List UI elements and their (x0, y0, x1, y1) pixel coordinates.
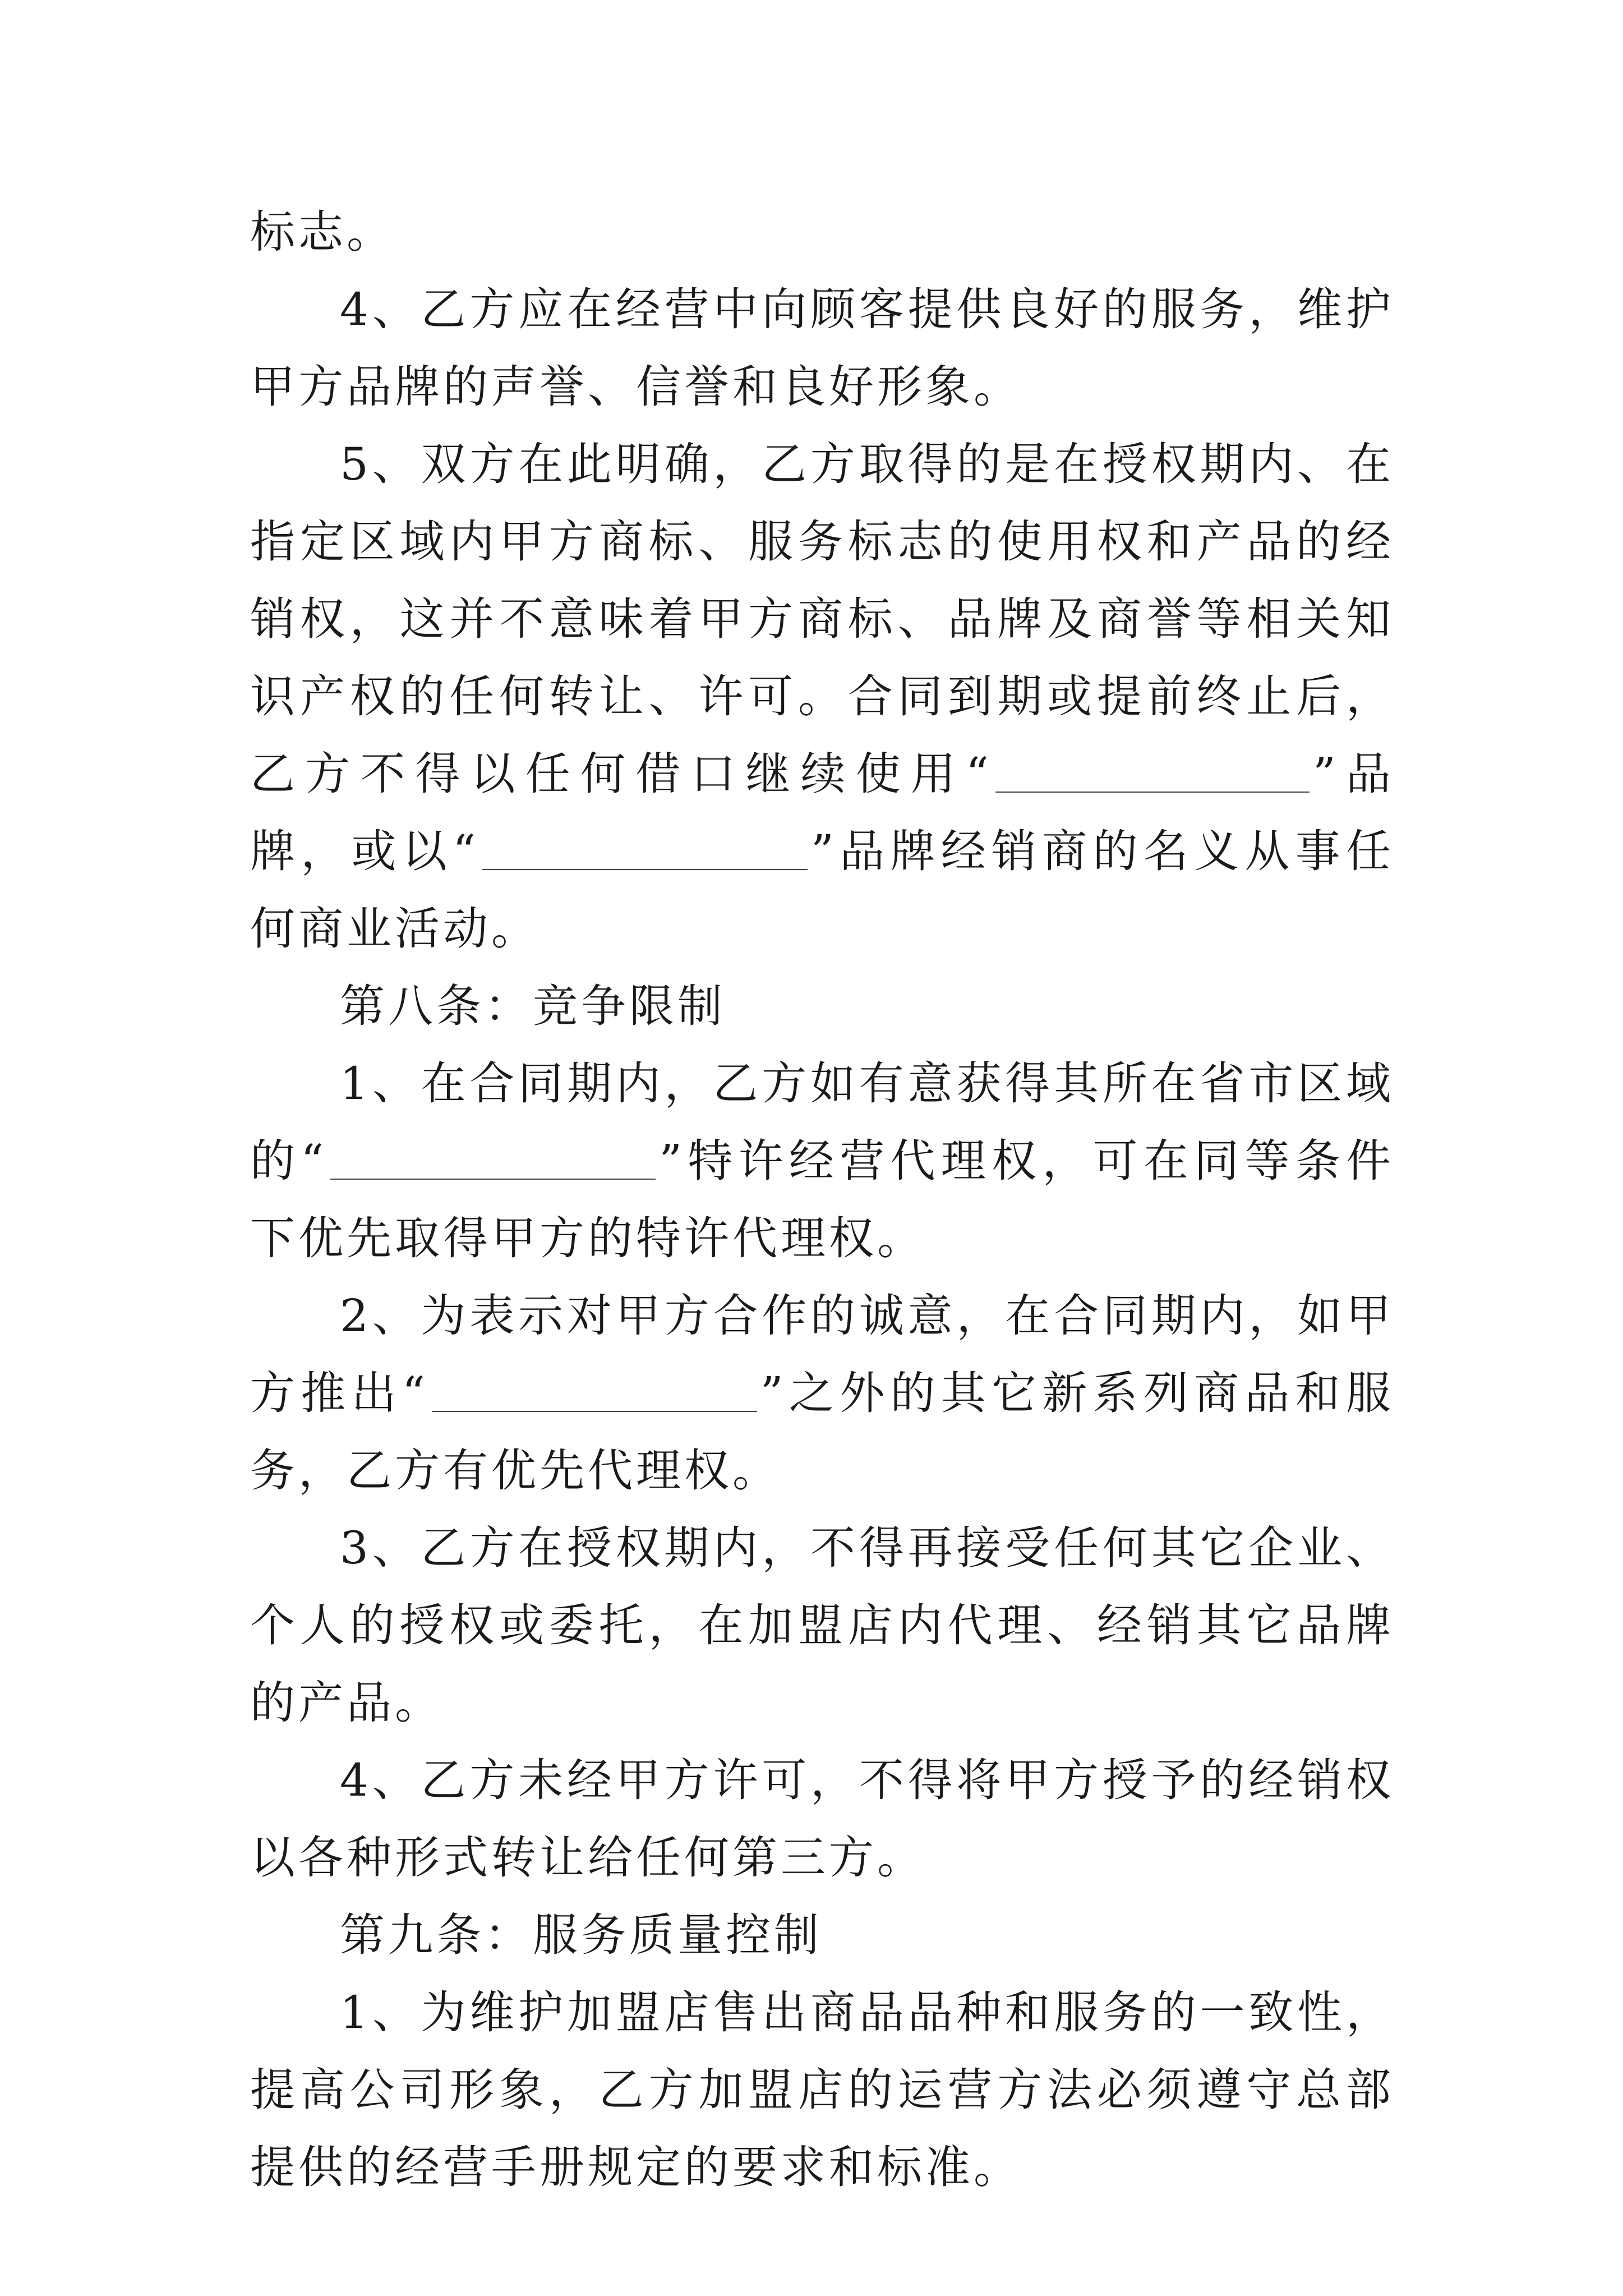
paragraph-clause-8-4: 4、乙方未经甲方许可，不得将甲方授予的经销权以各种形式转让给任何第三方。 (250, 1754, 1394, 1884)
clause-8-2-text-a: 2、为表示对甲方合作的诚意，在合同期内，如甲方推出“ (250, 1290, 1394, 1419)
paragraph-clause-9-1: 1、为维护加盟店售出商品品种和服务的一致性，提高公司形象，乙方加盟店的运营方法必须遵守总部提供的经营手册规定的要求和标准。 (250, 1986, 1394, 2193)
paragraph-clause-7-5 (250, 426, 1394, 968)
paragraph-continuation: 标志。 (250, 206, 395, 258)
article-9-heading: 第九条：服务质量控制 (340, 1909, 822, 1961)
clause-8-1-text-b: ”特许经营代理权，可在同等条件下优先取得甲方的特许代理权。 (250, 1135, 1394, 1264)
paragraph-clause-8-2 (250, 1277, 1394, 1510)
paragraph-clause-8-3: 3、乙方在授权期内，不得再接受任何其它企业、个人的授权或委托，在加盟店内代理、经销其它品牌的产品。 (250, 1522, 1394, 1729)
blank-line-brand-1 (995, 747, 1310, 793)
clause-7-5-text-b: ”品牌，或以“ (250, 748, 1394, 877)
paragraph-clause-7-4: 4、乙方应在经营中向顾客提供良好的服务，维护甲方品牌的声誉、信誉和良好形象。 (250, 283, 1394, 413)
blank-line-brand-2 (482, 824, 808, 870)
clause-7-5-text-a: 5、双方在此明确，乙方取得的是在授权期内、在指定区域内甲方商标、服务标志的使用权和产品的经销权，这并不意味着甲方商标、品牌及商誉等相关知识产权的任何转让、许可。合同到期或提前终止后，乙方不得以任何借口继续使用“ (250, 438, 1394, 800)
clause-8-2-text-b: ”之外的其它新系列商品和服务，乙方有优先代理权。 (250, 1367, 1394, 1497)
article-8-heading: 第八条：竞争限制 (340, 980, 726, 1032)
clause-8-1-text-a: 1、在合同期内，乙方如有意获得其所在省市区域的“ (250, 1057, 1394, 1187)
document-body (250, 194, 1394, 2206)
paragraph-clause-8-1 (250, 1045, 1394, 1277)
clause-7-5-text-c: ”品牌经销商的名义从事任何商业活动。 (250, 825, 1394, 955)
blank-line-franchise (330, 1134, 656, 1180)
blank-line-product (432, 1366, 757, 1412)
